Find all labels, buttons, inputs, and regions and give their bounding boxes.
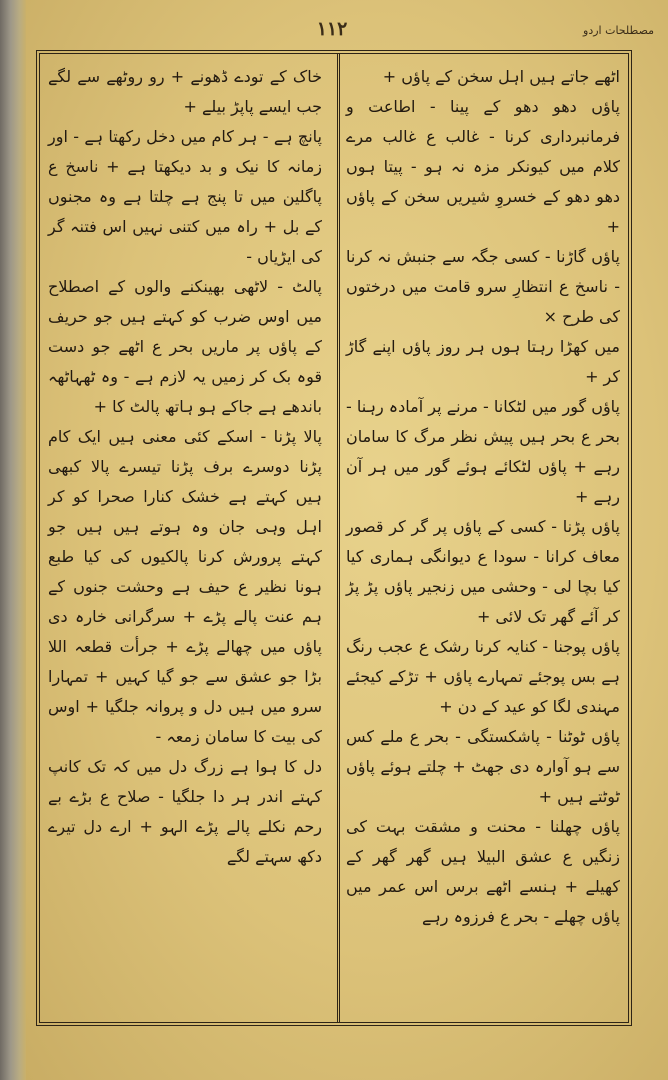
entry: دل کا ہوا ہے زرگ دل میں کہ تک کانپ کہتے اندر ہر دا جلگیا - صلاح ع بڑے بے رحم نکلے پالے پڑے الہو + ارے دل تیرے دکھ سہتے لگے — [48, 757, 322, 866]
entry: پاؤں پوجنا - کنایہ کرنا رشک ع عجب رنگ ہے بس پوجئے تمہارے پاؤں + تڑکے کیجئے مہندی لگا کو عید کے دن + — [346, 637, 620, 716]
book-page — [26, 0, 668, 1080]
entry: اٹھے جاتے ہیں اہل سخن کے پاؤں + — [382, 67, 620, 86]
entry: پاؤں گاڑنا - کسی جگہ سے جنبش نہ کرنا - ناسخ ع انتظارِ سرو قامت میں درختوں کی طرح × — [346, 247, 620, 326]
book-binding-edge — [0, 0, 26, 1080]
entry: پالٹ - لاٹھی بھینکنے والوں کے اصطلاح میں اوس ضرب کو کہتے ہیں جو حریف کے پاؤں پر ماریں بحر ع اٹھے جو دست قوہ بک کر زمیں یہ لازم ہے - وہ ٹھہاٹھہ باندھے ہے جاکے ہو ہاتھ پالٹ کا + — [48, 277, 322, 416]
entry: پانچ ہے - ہر کام میں دخل رکھتا ہے - اور زمانہ کا نیک و بد دیکھتا ہے + ناسخ ع پاگلین میں تا پنج ہے چلتا ہے وہ مجنوں کے بل + راہ میں کتنی نہیں اس فتنہ گر کی ایڑیاں - — [48, 127, 322, 266]
entry: پاؤں دھو دھو کے پینا - اطاعت و فرمانبرداری کرنا - غالب ع غالب مرے کلام میں کیونکر مزہ نہ ہو - پیتا ہوں دھو دھو کے خسروِ شیریں سخن کے پاؤں + — [346, 97, 620, 236]
entry: پاؤں گور میں لٹکانا - مرنے پر آمادہ رہنا - بحر ع بحر ہیں پیش نظر مرگ کا سامان رہے + پاؤں لٹکائے ہوئے گور میں ہر آن رہے + — [346, 397, 620, 506]
entry: پاؤں چھلنا - محنت و مشقت بہت کی زنگیں ع عشق البیلا ہیں گھر گھر کے کھیلے + ہنسے اٹھے برس اس عمر میں پاؤں چھلے - بحر ع فرزوہ رہے — [346, 817, 620, 926]
entry: پاؤں پڑنا - کسی کے پاؤں پر گر کر قصور معاف کرانا - سودا ع دیوانگی ہماری کیا کیا بچا لی - وحشی میں زنجیر پاؤں پڑ پڑ کر آئے گھر تک لائی + — [346, 517, 620, 626]
entry: پالا پڑنا - اسکے کئی معنی ہیں ایک کام پڑنا دوسرے برف پڑنا تیسرے پالا کبھی ہیں کہتے ہے خشک کنارا صحرا کو کر اہل وہی جان وہ ہوتے ہیں ہیں جو کہتے پرورش کرنا پالکیوں کی کیا طبع ہونا نظیر ع حیف ہے وحشت جنوں کے ہم عنت پالے پڑے + سرگرانی خارہ دی پاؤں میں چھالے پڑے + جرأت قطعہ اللا بڑا جو عشق سے جو گیا کہیں + تمہارا سرو میں ہیں دل و پروانہ جلگیا + اوس کی بیت کا سامان زمعہ - — [48, 427, 322, 746]
book-title: مصطلحات اردو — [583, 24, 654, 37]
running-header — [26, 14, 668, 48]
entry: پاؤں ٹوٹنا - پاشکستگی - بحر ع ملے کس سے ہو آوارہ دی جھٹ + چلتے ہوئے پاؤں ٹوٹتے ہیں + — [346, 727, 620, 806]
column-divider — [337, 54, 340, 1022]
right-column — [346, 62, 620, 1014]
page-number: ۱۱۲ — [316, 18, 348, 40]
left-column — [48, 62, 322, 1014]
entry: خاک کے تودے ڈھونے + رو روٹھے سے لگے جب ایسے پاپڑ بیلے + — [48, 67, 322, 116]
text-frame — [36, 50, 632, 1026]
entry: میں کھڑا رہتا ہوں ہر روز پاؤں اپنے گاڑ کر + — [346, 337, 620, 386]
